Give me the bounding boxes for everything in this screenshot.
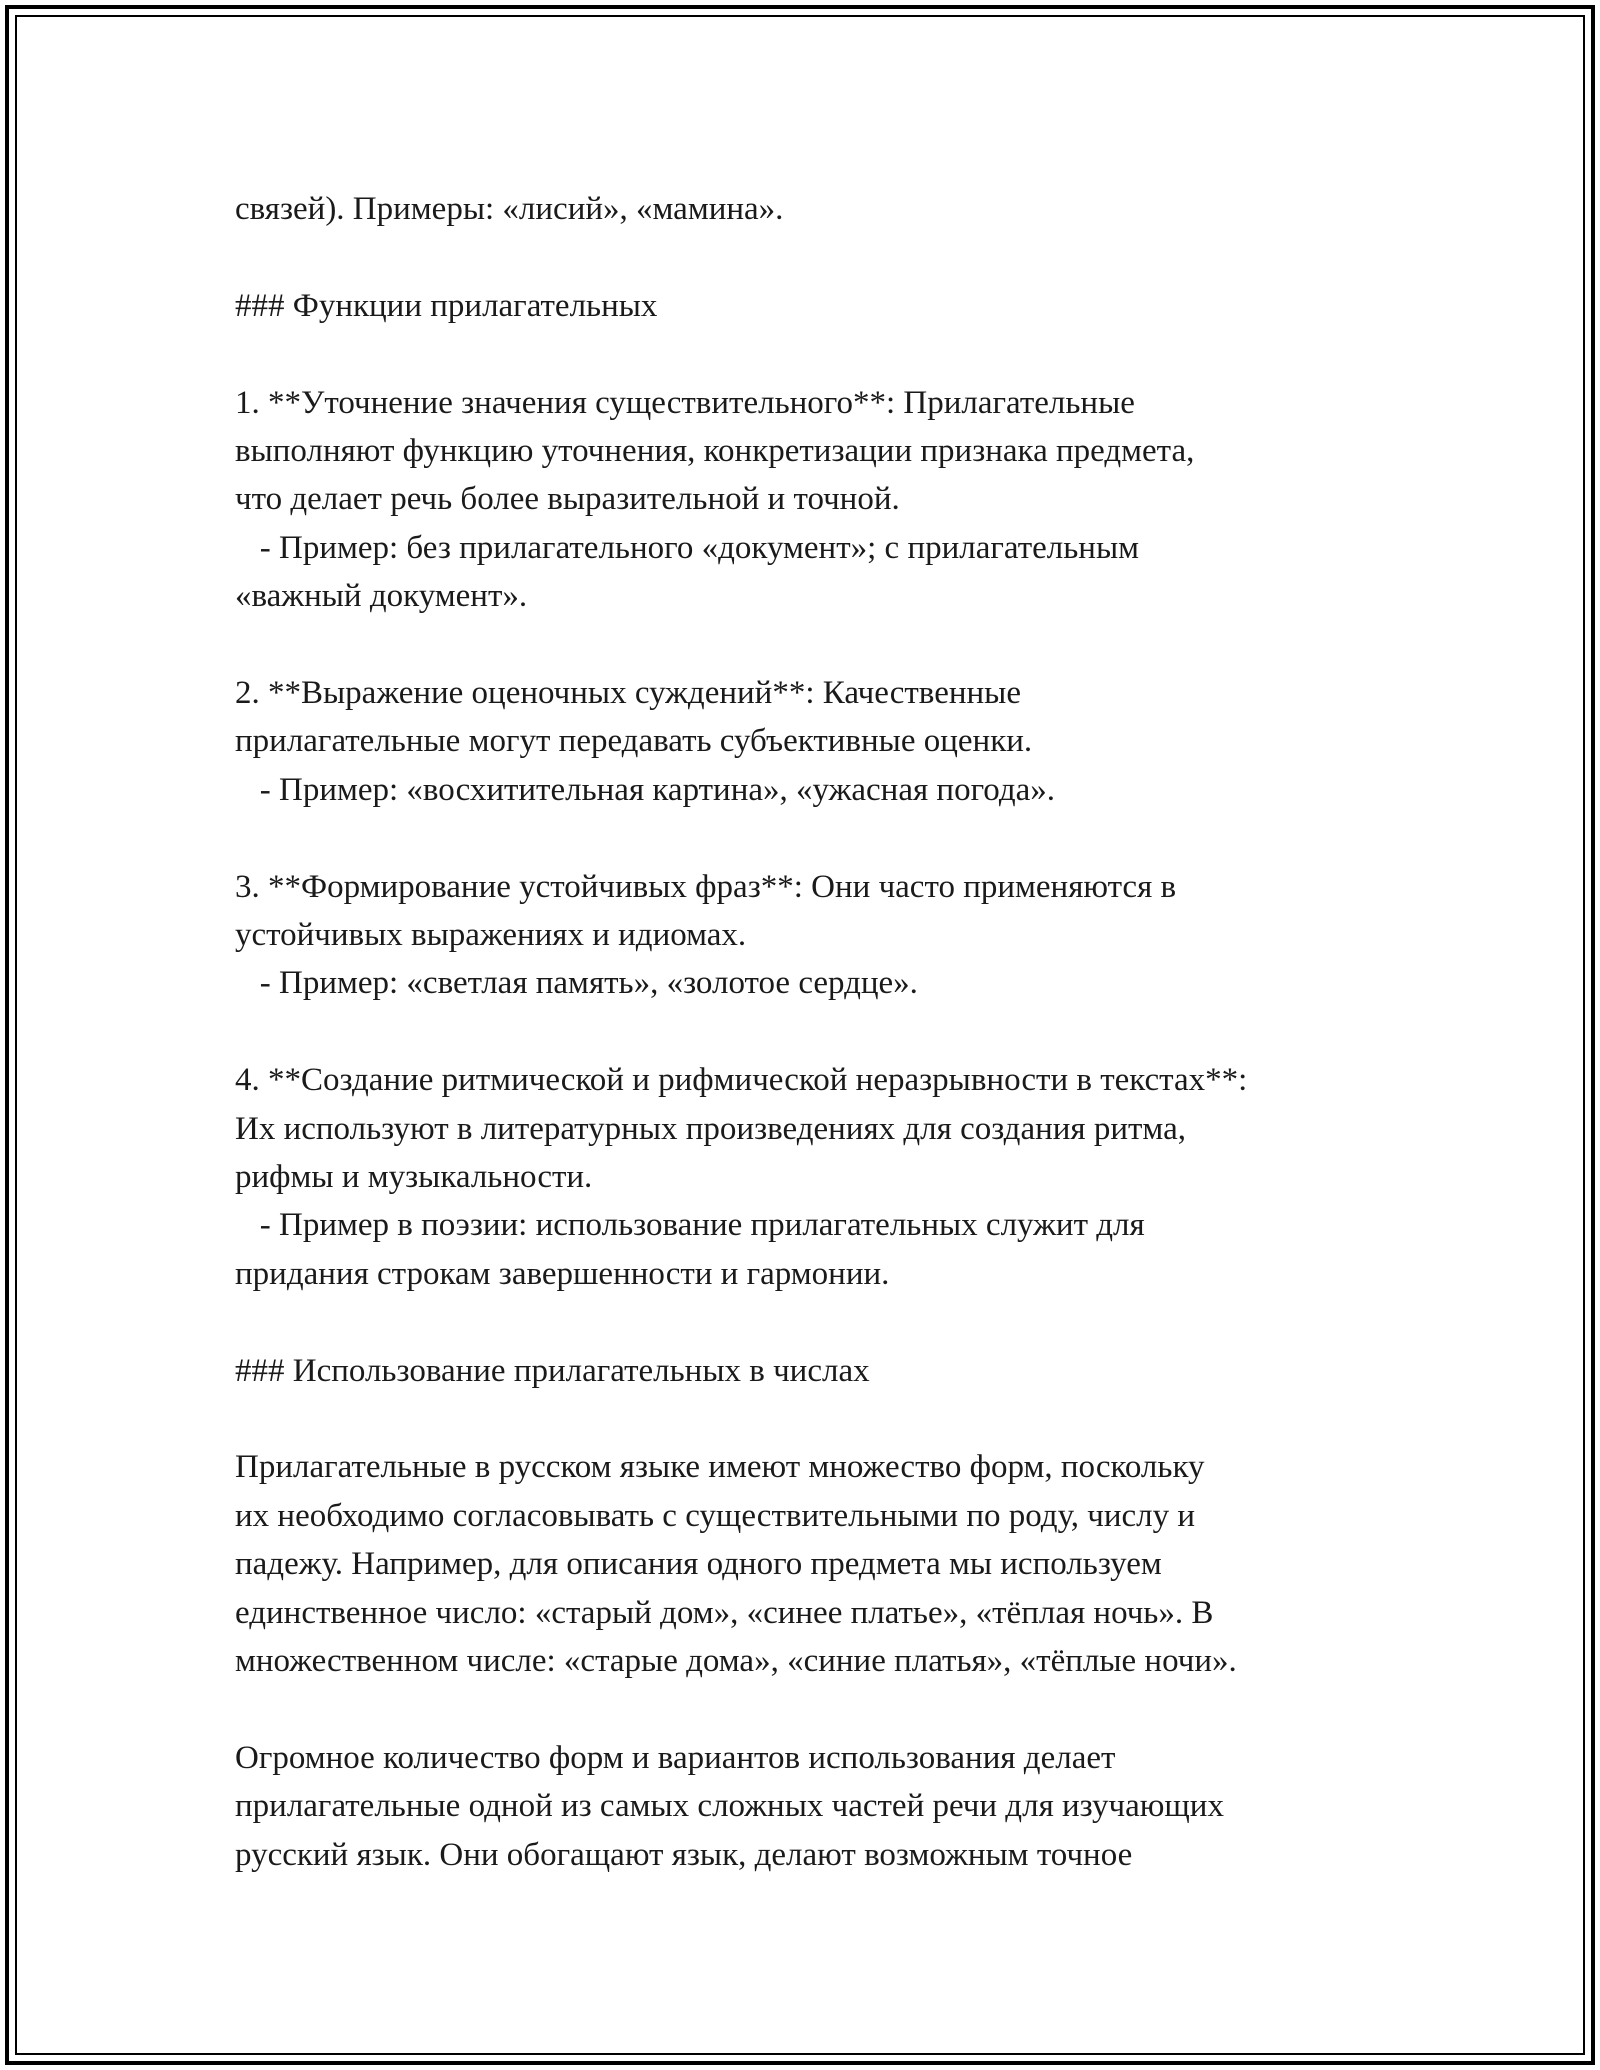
text-line: их необходимо согласовывать с существительными по роду, числу и	[235, 1497, 1196, 1534]
text-line: единственное число: «старый дом», «синее платье», «тёплая ночь». В	[235, 1594, 1214, 1631]
text-line: - Пример: «светлая память», «золотое сердце».	[235, 965, 918, 1002]
text-line: - Пример: без прилагательного «документ»; с прилагательным	[235, 529, 1140, 566]
text-line: устойчивых выражениях и идиомах.	[235, 917, 747, 954]
paragraph-intro-tail	[235, 185, 1385, 233]
text-line: выполняют функцию уточнения, конкретизации признака предмета,	[235, 433, 1195, 469]
list-item-2	[235, 669, 1385, 814]
text-line: множественном числе: «старые дома», «синие платья», «тёплые ночи».	[235, 1643, 1237, 1680]
text-line: падежу. Например, для описания одного предмета мы используем	[235, 1546, 1162, 1583]
paragraph-forms	[235, 1443, 1385, 1685]
heading-line: ### Использование прилагательных в числах	[235, 1352, 870, 1389]
list-item-1	[235, 379, 1385, 621]
list-item-4	[235, 1056, 1385, 1298]
text-line: - Пример в поэзии: использование прилагательных служит для	[235, 1207, 1145, 1244]
text-line: Огромное количество форм и вариантов использования делает	[235, 1739, 1116, 1776]
text-line: 1. **Уточнение значения существительного**: Прилагательные	[235, 384, 1135, 421]
paragraph-conclusion	[235, 1734, 1385, 1879]
text-line: русский язык. Они обогащают язык, делают возможным точное	[235, 1836, 1133, 1873]
document-body	[235, 185, 1385, 1927]
text-line: связей). Примеры: «лисий», «мамина».	[235, 191, 784, 227]
text-line: придания строкам завершенности и гармонии.	[235, 1255, 890, 1292]
text-line: 3. **Формирование устойчивых фраз**: Они часто применяются в	[235, 868, 1177, 905]
text-line: что делает речь более выразительной и точной.	[235, 481, 900, 518]
section-heading-functions	[235, 282, 1385, 330]
text-line: прилагательные одной из самых сложных частей речи для изучающих	[235, 1788, 1224, 1825]
text-line: 2. **Выражение оценочных суждений**: Качественные	[235, 675, 1021, 712]
text-line: прилагательные могут передавать субъективные оценки.	[235, 723, 1033, 760]
text-line: Прилагательные в русском языке имеют множество форм, поскольку	[235, 1449, 1205, 1486]
text-line: рифмы и музыкальности.	[235, 1159, 593, 1196]
heading-line: ### Функции прилагательных	[235, 287, 658, 324]
text-line: Их используют в литературных произведениях для создания ритма,	[235, 1110, 1186, 1147]
text-line: 4. **Создание ритмической и рифмической неразрывности в текстах**:	[235, 1062, 1248, 1099]
list-item-3	[235, 863, 1385, 1008]
text-line: «важный документ».	[235, 578, 528, 615]
text-line: - Пример: «восхитительная картина», «ужасная погода».	[235, 771, 1056, 808]
section-heading-numbers	[235, 1347, 1385, 1395]
